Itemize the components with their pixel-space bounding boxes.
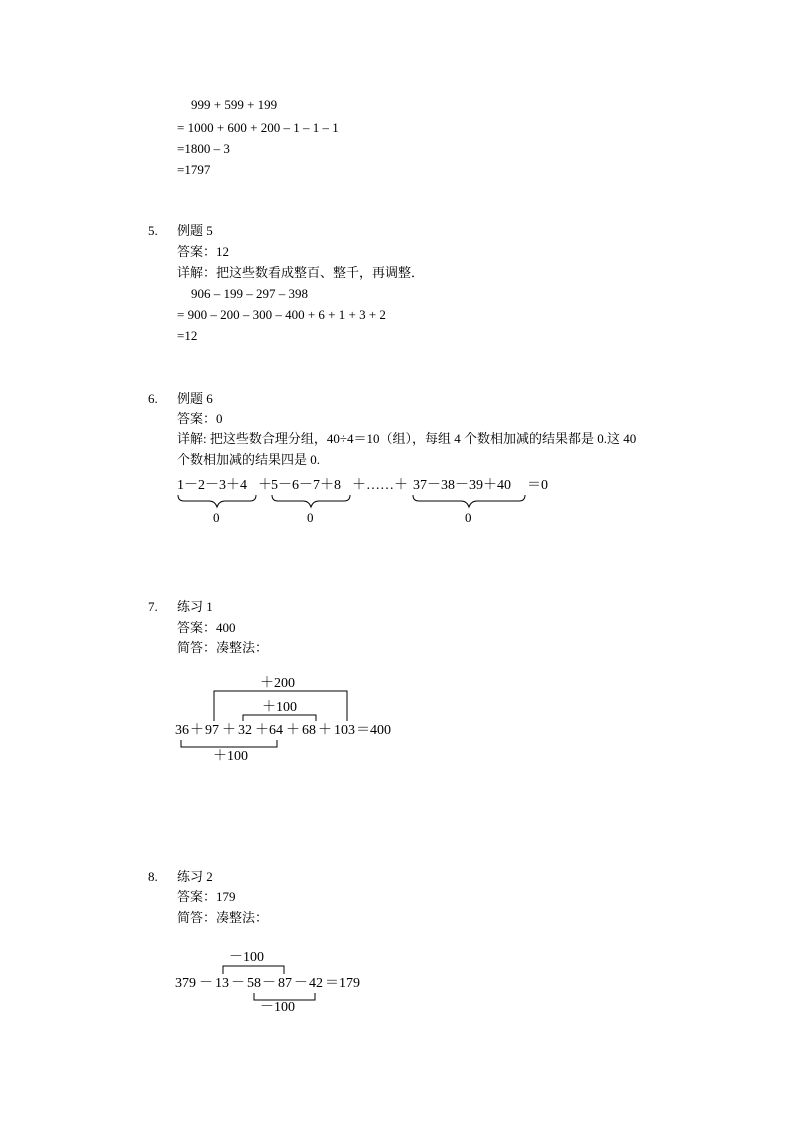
term: 42: [309, 976, 323, 991]
term: 87: [278, 976, 292, 991]
operator: －: [262, 976, 276, 991]
item-title: 练习 1: [177, 599, 213, 614]
term: 68: [302, 723, 316, 738]
operator: ＋: [255, 723, 269, 738]
item-title: 练习 2: [177, 869, 213, 884]
term: 379: [175, 976, 196, 991]
detail-line: 详解: 把这些数合理分组，40÷4＝10（组），每组 4 个数相加减的结果都是 0.这 40: [177, 431, 637, 446]
calc-line: =1797: [177, 162, 211, 177]
group-expression: 1－2－3＋4: [177, 478, 247, 493]
term: 103: [334, 723, 355, 738]
detail-line: 详解：把这些数看成整百、整千，再调整．: [177, 265, 425, 280]
operator: ＋: [190, 723, 204, 738]
bracket-label: －100: [229, 950, 264, 965]
plus-sign: ＋: [258, 478, 272, 493]
calc-line: = 1000 + 600 + 200 – 1 – 1 – 1: [177, 120, 339, 135]
calc-line: =1800 – 3: [177, 141, 230, 156]
term: 97: [205, 723, 219, 738]
term: 32: [238, 723, 252, 738]
calc-line: = 900 – 200 – 300 – 400 + 6 + 1 + 3 + 2: [177, 307, 386, 322]
detail-line: 个数相加减的结果四是 0.: [177, 452, 321, 467]
item-number: 7.: [148, 599, 158, 614]
bracket-label: －100: [260, 1000, 295, 1015]
answer-line: 答案：12: [177, 244, 230, 259]
operator: ＋: [222, 723, 236, 738]
bracket-label: ＋200: [260, 676, 295, 691]
answer-line: 答案：179: [177, 889, 236, 904]
bracket-label: ＋100: [262, 700, 297, 715]
operator: ＋: [318, 723, 332, 738]
brief-line: 简答：凑整法：: [177, 910, 269, 925]
term: 58: [247, 976, 261, 991]
calc-line: 906 – 199 – 297 – 398: [191, 286, 308, 301]
item-title: 例题 5: [177, 223, 213, 238]
answer-line: 答案：400: [177, 620, 236, 635]
item-number: 8.: [148, 869, 158, 884]
result: ＝179: [325, 976, 360, 991]
operator: －: [199, 976, 213, 991]
result: ＝400: [356, 723, 391, 738]
item-title: 例题 6: [177, 391, 213, 406]
ellipsis-expression: ＋……＋: [352, 478, 408, 493]
result: ＝0: [527, 478, 548, 493]
bracket-label: ＋100: [213, 749, 248, 764]
item-number: 5.: [148, 223, 158, 238]
operator: －: [231, 976, 245, 991]
bracket-over: [223, 966, 284, 974]
brief-line: 简答：凑整法：: [177, 640, 269, 655]
operator: －: [294, 976, 308, 991]
operator: ＋: [286, 723, 300, 738]
group-value: 0: [465, 510, 472, 525]
calc-line: =12: [177, 328, 198, 343]
term: 36: [175, 723, 189, 738]
bracket-under: [254, 993, 315, 1000]
calc-line: 999 + 599 + 199: [191, 97, 278, 112]
item-number: 6.: [148, 391, 158, 406]
term: 64: [269, 723, 283, 738]
group-value: 0: [213, 510, 220, 525]
answer-line: 答案：0: [177, 411, 223, 426]
group-expression: 37－38－39＋40: [413, 478, 511, 493]
group-expression: 5－6－7＋8: [271, 478, 341, 493]
term: 13: [215, 976, 229, 991]
group-value: 0: [307, 510, 314, 525]
